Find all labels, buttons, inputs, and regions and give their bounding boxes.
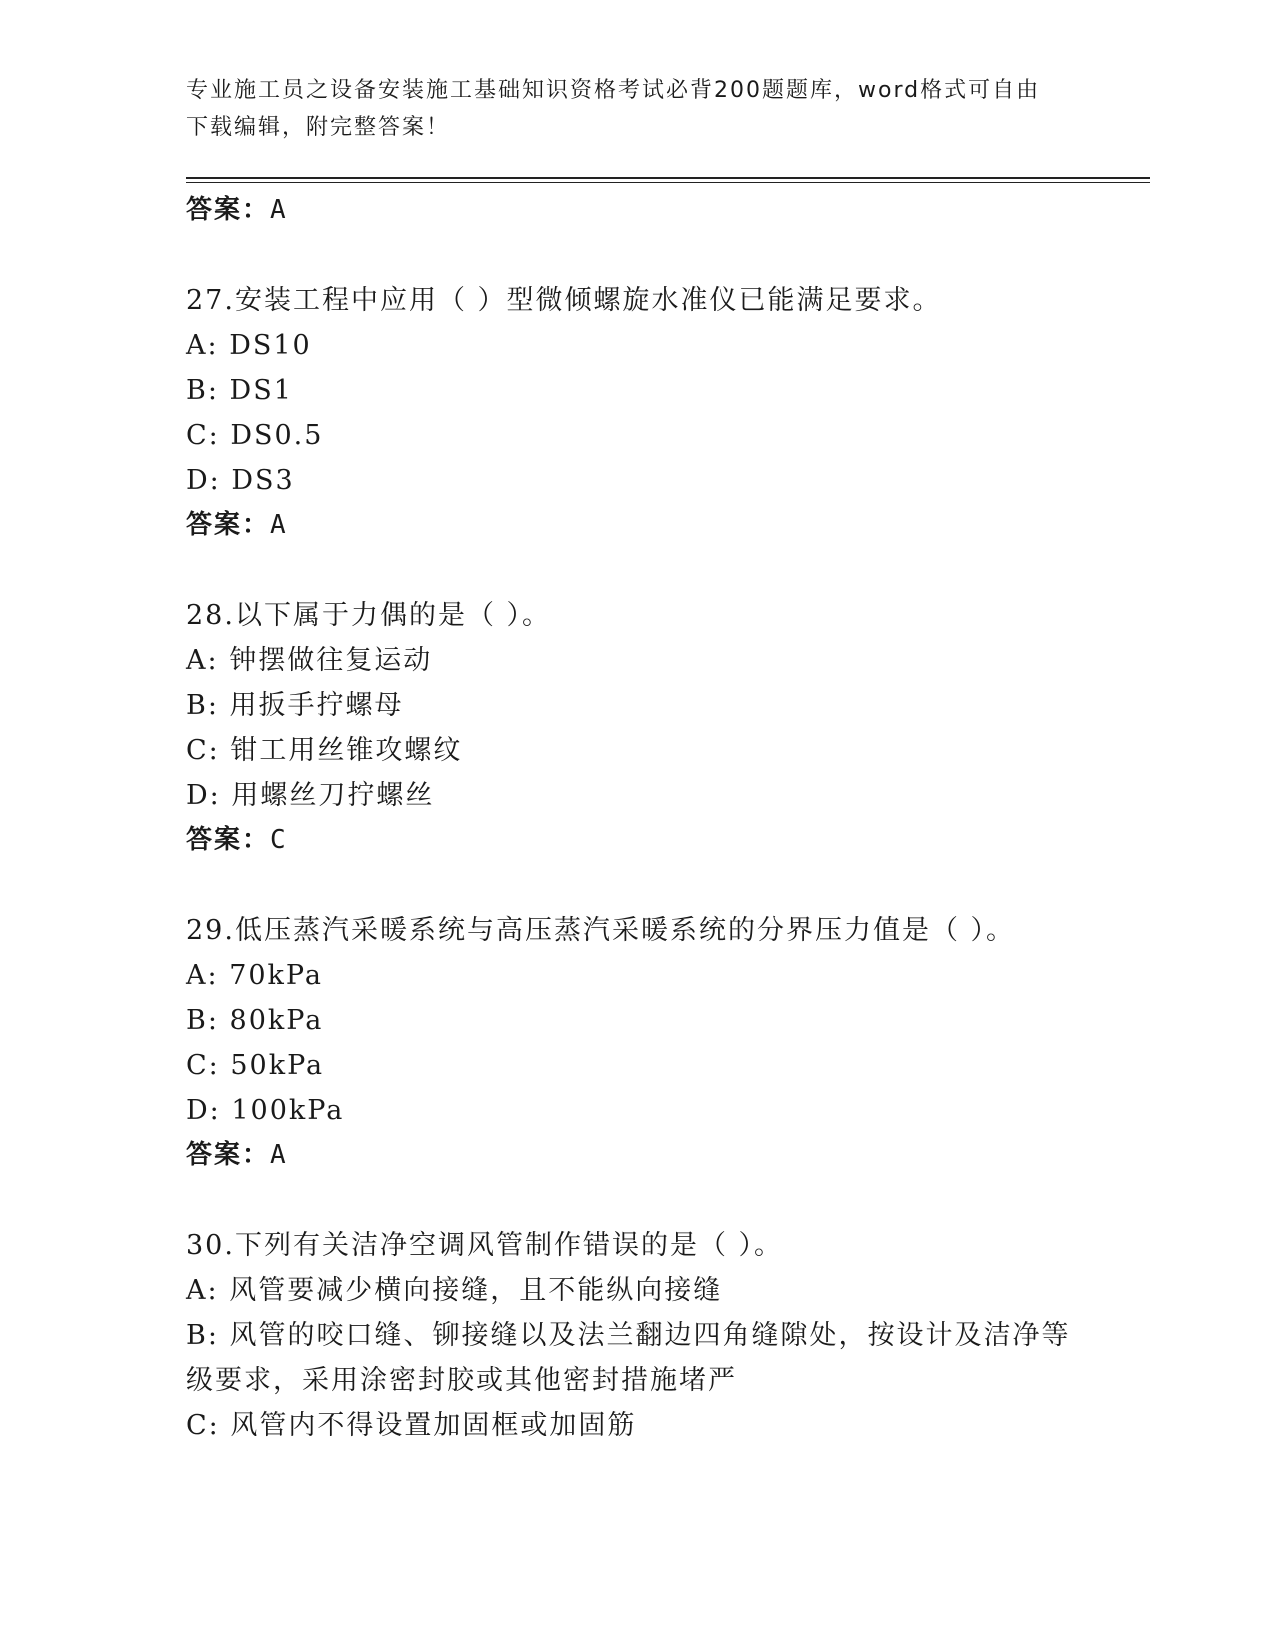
answer-value: A bbox=[270, 510, 288, 540]
option-text: 风管内不得设置加固框或加固筋 bbox=[230, 1410, 637, 1441]
answer-label: 答案： bbox=[186, 195, 271, 225]
question-stem: 28.以下属于力偶的是（ ）。 bbox=[186, 600, 552, 631]
option-text: DS3 bbox=[231, 465, 295, 496]
option-text: 钟摆做往复运动 bbox=[229, 645, 433, 676]
option-c bbox=[186, 728, 1086, 773]
option-text: DS10 bbox=[229, 330, 312, 361]
option-letter: B: bbox=[186, 1005, 219, 1036]
question-stem: 30.下列有关洁净空调风管制作错误的是（ ）。 bbox=[186, 1230, 784, 1261]
option-letter: C: bbox=[186, 1050, 220, 1081]
question-29 bbox=[186, 908, 1086, 1178]
option-letter: C: bbox=[186, 420, 220, 451]
option-letter: A: bbox=[186, 645, 219, 676]
question-27 bbox=[186, 278, 1086, 548]
option-text: 100kPa bbox=[231, 1095, 345, 1126]
header-divider bbox=[186, 177, 1150, 179]
option-b bbox=[186, 998, 1086, 1043]
answer-label: 答案： bbox=[186, 510, 271, 540]
option-letter: B: bbox=[186, 690, 219, 721]
option-d bbox=[186, 773, 1086, 818]
option-letter: B: bbox=[186, 375, 219, 406]
answer-label: 答案： bbox=[186, 825, 271, 855]
option-text: 70kPa bbox=[229, 960, 323, 991]
option-a bbox=[186, 953, 1086, 998]
option-letter: D: bbox=[186, 1095, 221, 1126]
question-28 bbox=[186, 593, 1086, 863]
option-a bbox=[186, 638, 1086, 683]
option-b bbox=[186, 368, 1086, 413]
option-letter: B: bbox=[186, 1320, 219, 1351]
option-c bbox=[186, 1043, 1086, 1088]
option-letter: C: bbox=[186, 1410, 220, 1441]
option-a bbox=[186, 1268, 1086, 1313]
document-body bbox=[186, 188, 1086, 1448]
option-letter: D: bbox=[186, 465, 221, 496]
option-b bbox=[186, 683, 1086, 728]
option-a bbox=[186, 323, 1086, 368]
option-letter: A: bbox=[186, 330, 219, 361]
option-letter: D: bbox=[186, 780, 221, 811]
header-line-1: 专业施工员之设备安装施工基础知识资格考试必背200题题库，word格式可自由 bbox=[186, 78, 1041, 103]
option-text: 50kPa bbox=[230, 1050, 325, 1081]
option-c bbox=[186, 1403, 1086, 1448]
answer-line bbox=[186, 818, 1086, 863]
question-stem: 29.低压蒸汽采暖系统与高压蒸汽采暖系统的分界压力值是（ ）。 bbox=[186, 915, 1016, 946]
option-text: 风管要减少横向接缝，且不能纵向接缝 bbox=[229, 1275, 723, 1306]
option-text: DS0.5 bbox=[230, 420, 324, 451]
answer-value: C bbox=[270, 825, 288, 855]
option-text: 用扳手拧螺母 bbox=[229, 690, 404, 721]
option-d bbox=[186, 1088, 1086, 1133]
header-line-2: 下载编辑，附完整答案！ bbox=[186, 115, 451, 140]
header-divider-thin bbox=[186, 182, 1150, 183]
answer-line bbox=[186, 503, 1086, 548]
option-letter: A: bbox=[186, 1275, 219, 1306]
option-text: 用螺丝刀拧螺丝 bbox=[231, 780, 435, 811]
option-letter: A: bbox=[186, 960, 219, 991]
question-stem: 27.安装工程中应用（ ）型微倾螺旋水准仪已能满足要求。 bbox=[186, 285, 942, 316]
option-text: 80kPa bbox=[229, 1005, 324, 1036]
answer-line bbox=[186, 188, 1086, 233]
option-text: 钳工用丝锥攻螺纹 bbox=[230, 735, 463, 766]
option-b bbox=[186, 1313, 1086, 1403]
question-30 bbox=[186, 1223, 1086, 1448]
answer-value: A bbox=[270, 195, 288, 225]
option-d bbox=[186, 458, 1086, 503]
option-text: 风管的咬口缝、铆接缝以及法兰翻边四角缝隙处，按设计及洁净等级要求，采用涂密封胶或其他密封措施堵严 bbox=[186, 1320, 1071, 1396]
answer-label: 答案： bbox=[186, 1140, 271, 1170]
option-text: DS1 bbox=[229, 375, 293, 406]
option-letter: C: bbox=[186, 735, 220, 766]
answer-line bbox=[186, 1133, 1086, 1178]
document-header bbox=[186, 72, 1086, 146]
option-c bbox=[186, 413, 1086, 458]
answer-value: A bbox=[270, 1140, 288, 1170]
